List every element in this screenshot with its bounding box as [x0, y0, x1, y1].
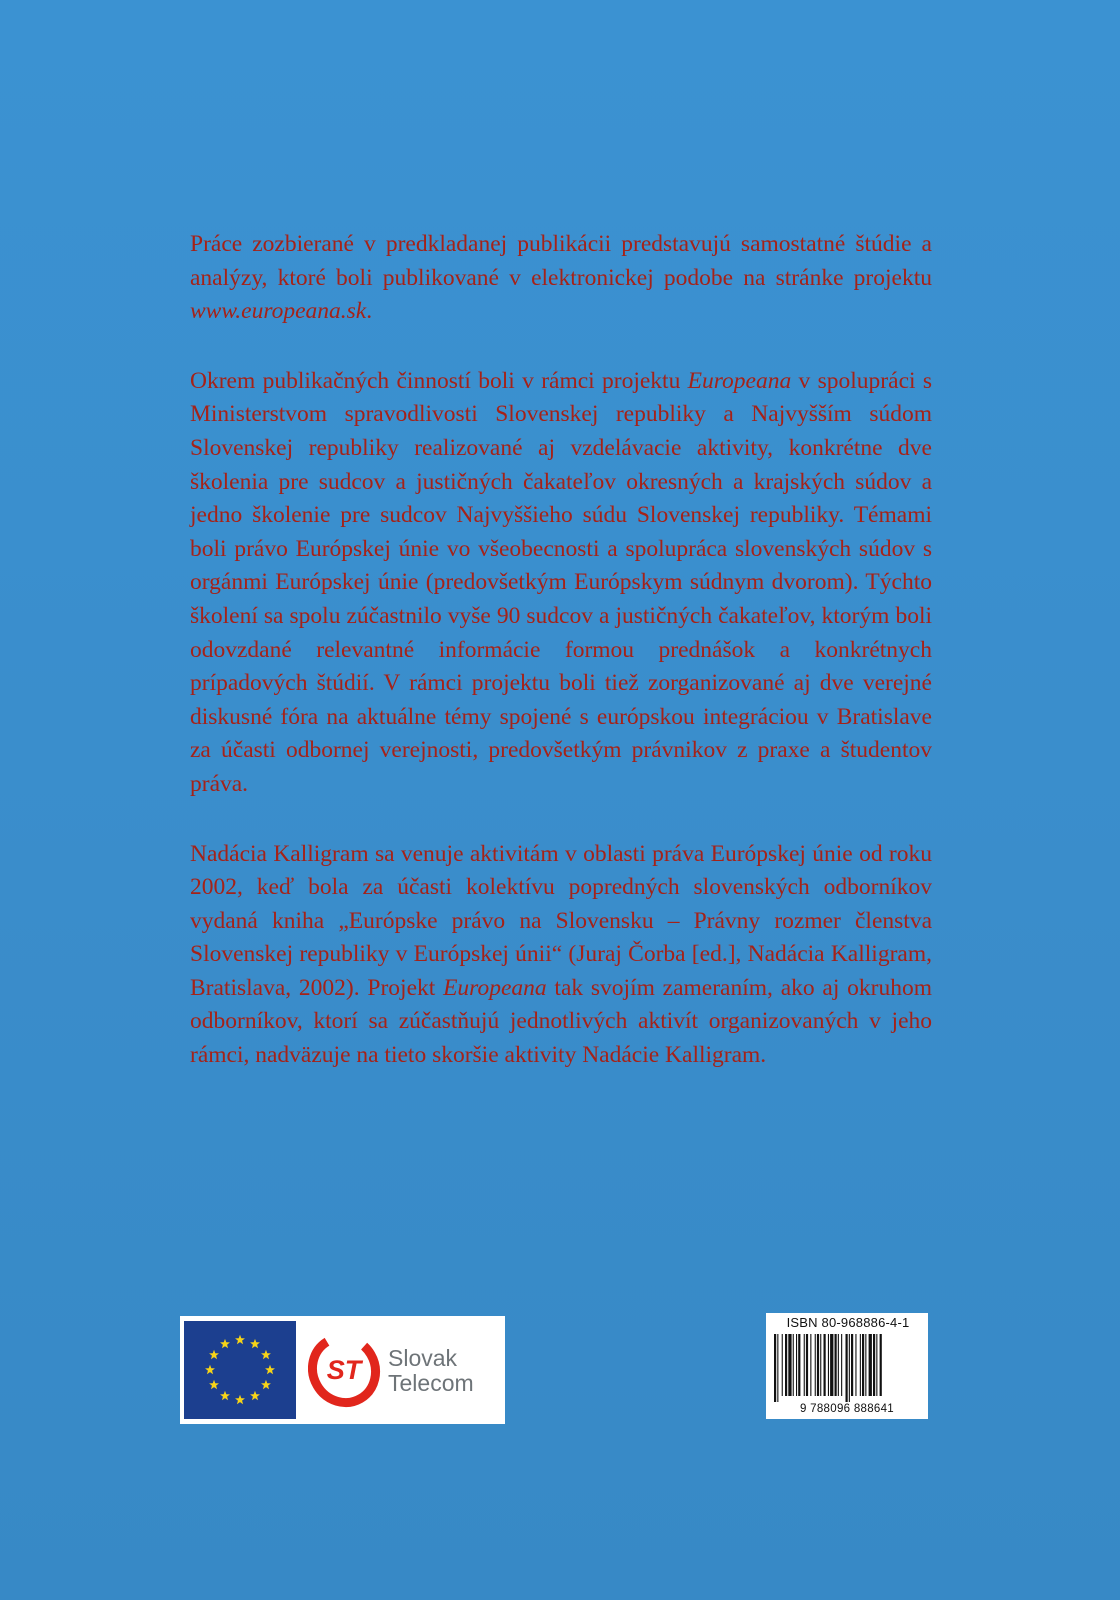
eu-star-icon	[205, 1365, 215, 1374]
eu-star-icon	[220, 1391, 230, 1400]
paragraph-2-start: Okrem publikačných činností boli v rámci projektu	[190, 367, 688, 394]
barcode-bar	[869, 1334, 872, 1396]
barcode-bar	[860, 1334, 861, 1396]
eu-star-icon	[265, 1365, 275, 1374]
isbn-number: ISBN 80-968886-4-1	[786, 1315, 910, 1330]
eu-star-icon	[261, 1350, 271, 1359]
barcode-bar	[820, 1334, 821, 1396]
barcode-bar	[815, 1334, 816, 1396]
paragraph-1-end: .	[366, 298, 373, 325]
paragraph-3-rest: tak svojím zameraním, ako aj okruhom odborníkov, ktorí sa zúčastňujú jednotlivých aktivít organizovaných v jeho rámci, nadväzuje na tieto skoršie aktivity Nadácie Kalligram.	[190, 974, 933, 1069]
barcode-bar	[838, 1334, 839, 1396]
barcode-bar	[851, 1334, 853, 1396]
barcode-bar	[817, 1334, 819, 1396]
eu-flag-icon	[184, 1321, 296, 1419]
barcode-bar	[788, 1334, 791, 1396]
barcode-bar	[810, 1334, 811, 1396]
sponsor-name-line1: Slovak	[388, 1345, 458, 1371]
barcode-bar	[824, 1334, 826, 1396]
eu-star-icon	[235, 1395, 245, 1404]
sponsor-logos	[180, 1316, 505, 1424]
barcode-bar	[828, 1334, 829, 1396]
barcode-bar	[873, 1334, 875, 1396]
barcode-bar	[846, 1334, 848, 1402]
barcode-bar	[862, 1334, 864, 1396]
paragraph-3	[190, 838, 932, 1073]
eu-star-icon	[235, 1335, 245, 1344]
barcode-bar	[865, 1334, 866, 1396]
eu-star-icon	[261, 1380, 271, 1389]
paragraph-3-start: Nadácia Kalligram sa venuje aktivitám v oblasti práva Európskej únie od roku 2002, keď bola za účasti kolektívu popredných slovenských odborníkov vydaná kniha „Európske právo na Slovensku – Právny rozmer členstva Slovenskej republiky v Európskej únii“ (Juraj Čorba [ed.], Nadácia Kalligram, Bratislava, 2002). Projekt	[190, 840, 932, 1001]
slovak-telecom-logo-icon	[308, 1330, 383, 1410]
barcode-bar	[793, 1334, 794, 1396]
barcode-bar	[806, 1334, 808, 1396]
barcode-bar	[830, 1334, 833, 1396]
blurb-text	[190, 228, 932, 1109]
barcode-bar	[785, 1334, 787, 1396]
paragraph-1	[190, 228, 932, 329]
barcode-bar	[774, 1334, 776, 1402]
barcode-bar	[798, 1334, 800, 1396]
eu-star-icon	[209, 1380, 219, 1389]
slovak-telecom-name	[388, 1346, 474, 1396]
project-website: www.europeana.sk	[190, 298, 367, 325]
project-name: Europeana	[443, 974, 547, 1001]
barcode-bar	[804, 1334, 805, 1396]
eu-star-icon	[250, 1339, 260, 1348]
isbn-barcode-panel	[766, 1313, 928, 1419]
sponsor-name-line2: Telecom	[388, 1370, 474, 1396]
barcode-bar	[835, 1334, 837, 1396]
barcode-bar	[782, 1334, 783, 1396]
project-name: Europeana	[687, 367, 792, 394]
paragraph-1-text: Práce zozbierané v predkladanej publikácii predstavujú samostatné štúdie a analýzy, ktoré boli publikované v elektronickej podobe na stránke projektu	[190, 231, 932, 291]
barcode-bar	[796, 1334, 797, 1396]
eu-star-icon	[220, 1339, 230, 1348]
eu-star-icon	[209, 1350, 219, 1359]
barcode-bar	[841, 1334, 842, 1396]
eu-star-icon	[250, 1391, 260, 1400]
paragraph-2-rest: v spolupráci s Ministerstvom spravodlivosti Slovenskej republiky a Najvyšším súdom Slovenskej republiky realizované aj vzdelávacie aktivity, konkrétne dve školenia pre sudcov a justičných čakateľov okresných a krajských súdov a jedno školenie pre sudcov Najvyššieho súdu Slovenskej republiky. Témami boli právo Európskej únie vo všeobecnosti a spolupráca slovenských súdov s orgánmi Európskej únie (predovšetkým Európskym súdnym dvorom). Týchto školení sa spolu zúčastnilo vyše 90 sudcov a justičných čakateľov, ktorým boli odovzdané relevantné informácie formou prednášok a konkrétnych prípadových štúdií. V rámci projektu boli tiež zorganizované aj dve verejné diskusné fóra na aktuálne témy spojené s európskou integráciou v Bratislave za účasti odbornej verejnosti, predovšetkým právnikov z praxe a študentov práva.	[190, 367, 932, 797]
barcode-bar	[876, 1334, 877, 1396]
barcode-bar	[777, 1334, 778, 1402]
paragraph-2	[190, 365, 932, 802]
eu-stars	[184, 1321, 296, 1419]
st-mark: ST	[326, 1355, 362, 1385]
barcode-bar	[849, 1334, 850, 1402]
barcode-bar	[855, 1334, 856, 1396]
barcode-icon	[772, 1334, 922, 1402]
barcode-bar	[880, 1334, 882, 1396]
barcode-digits: 9 788096 888641	[799, 1403, 895, 1415]
